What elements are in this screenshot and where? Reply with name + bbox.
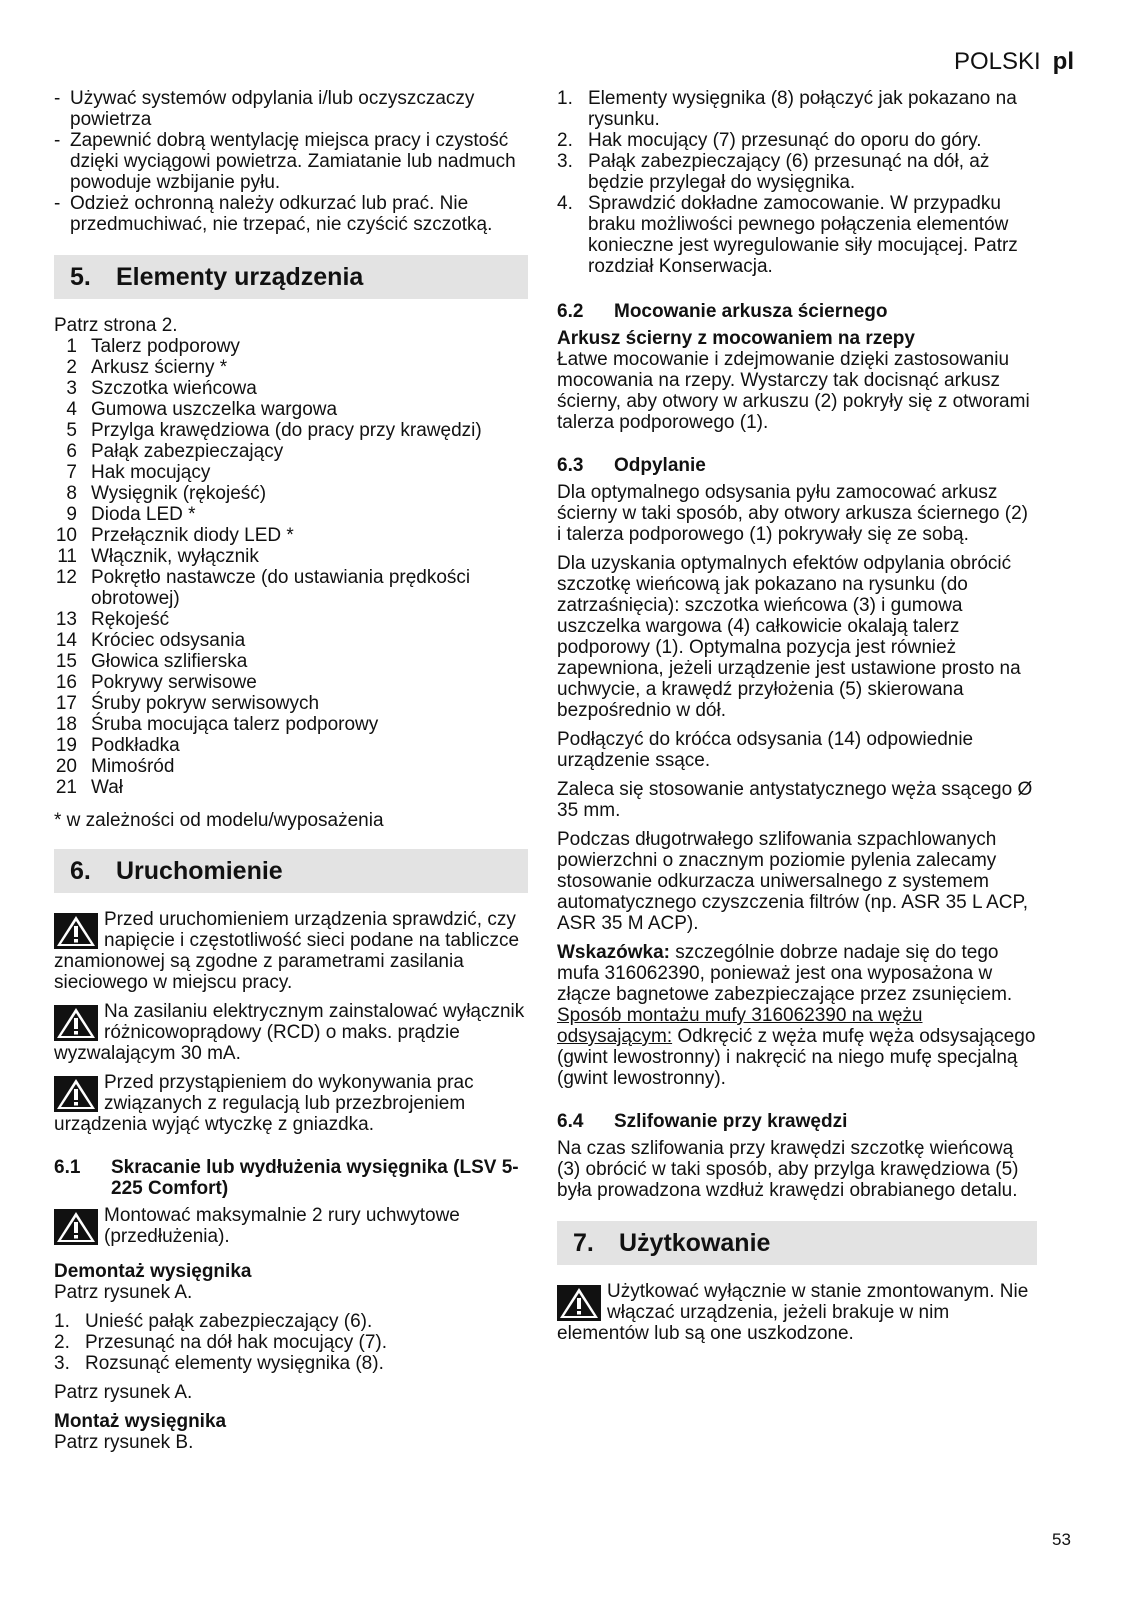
part-number: 21	[55, 777, 77, 798]
part-label: Hak mocujący	[91, 462, 211, 483]
warning-block	[54, 1072, 528, 1135]
paragraph: Podłączyć do króćca odsysania (14) odpowiednie urządzenie ssące.	[557, 729, 974, 771]
step-item	[54, 1332, 528, 1353]
parts-list-item	[54, 441, 528, 462]
warning-text: Na zasilaniu elektrycznym zainstalować wyłącznik różnicowoprądowy (RCD) o maks. prądzie wyzwalającym 30 mA.	[54, 1001, 525, 1064]
warning-block	[557, 1281, 1037, 1344]
part-label: Głowica szlifierska	[91, 651, 248, 672]
section-number: 5.	[70, 262, 91, 291]
parts-list-item	[54, 483, 528, 504]
warning-text: Montować maksymalnie 2 rury uchwytowe (przedłużenia).	[104, 1205, 460, 1247]
warning-block	[54, 1001, 528, 1064]
parts-list-item	[54, 462, 528, 483]
part-label: Pokrywy serwisowe	[91, 672, 257, 693]
parts-list-item	[54, 651, 528, 672]
paragraph: Łatwe mocowanie i zdejmowanie dzięki zastosowaniu mocowania na rzepy. Wystarczy tak docisnąć arkusz ścierny, aby otwory w arkuszu (2) pokryły się z otworami talerza podporowego (1).	[557, 349, 1030, 433]
part-number: 6	[66, 441, 77, 462]
demontaz-steps	[54, 1311, 528, 1374]
part-label: Dioda LED *	[91, 504, 196, 525]
part-number: 20	[55, 756, 77, 777]
part-number: 8	[66, 483, 77, 504]
parts-list-item	[54, 756, 528, 777]
part-number: 16	[55, 672, 77, 693]
part-label: Śruby pokryw serwisowych	[91, 693, 320, 714]
parts-list	[54, 336, 528, 798]
footnote: * w zależności od modelu/wyposażenia	[54, 810, 384, 831]
note-rest: Odkręcić z węża mufę węża odsysającego (gwint lewostronny) i nakręcić na niego mufę specjalną (gwint lewostronny).	[557, 1026, 1036, 1089]
subsection-6-3-heading	[557, 455, 1037, 476]
part-label: Pałąk zabezpieczający	[91, 441, 284, 462]
part-number: 18	[55, 714, 77, 735]
parts-list-item	[54, 735, 528, 756]
part-number: 10	[55, 525, 77, 546]
note-paragraph	[557, 942, 1037, 1089]
step-number: 4.	[557, 193, 573, 214]
parts-list-item	[54, 357, 528, 378]
section-6-heading	[54, 849, 528, 893]
language-code: pl	[1052, 48, 1074, 75]
parts-list-item	[54, 777, 528, 798]
demontaz-ref-2: Patrz rysunek A.	[54, 1382, 193, 1403]
subsection-6-4-heading	[557, 1111, 1037, 1132]
subsection-title: Szlifowanie przy krawędzi	[614, 1111, 848, 1132]
parts-list-item	[54, 399, 528, 420]
warning-text: Przed uruchomieniem urządzenia sprawdzić, czy napięcie i częstotliwość sieci podane na tabliczce znamionowej są zgodne z parametrami zasilania sieciowego w miejscu pracy.	[54, 909, 520, 993]
montaz-steps	[557, 88, 1037, 277]
step-number: 1.	[557, 88, 573, 109]
step-item	[54, 1353, 528, 1374]
montaz-ref: Patrz rysunek B.	[54, 1432, 194, 1453]
part-number: 14	[55, 630, 77, 651]
part-label: Śruba mocująca talerz podporowy	[91, 714, 379, 735]
right-column	[557, 88, 1037, 1352]
step-number: 2.	[557, 130, 573, 151]
parts-list-item	[54, 567, 528, 609]
part-label: Pokrętło nastawcze (do ustawiania prędkości obrotowej)	[91, 567, 471, 609]
step-text: Unieść pałąk zabezpieczający (6).	[85, 1311, 373, 1332]
part-label: Talerz podporowy	[91, 336, 240, 357]
subsection-title: Odpylanie	[614, 455, 706, 476]
page-number: 53	[1052, 1530, 1071, 1549]
subsection-number: 6.3	[557, 455, 584, 476]
part-number: 15	[55, 651, 77, 672]
step-text: Przesunąć na dół hak mocujący (7).	[85, 1332, 388, 1353]
parts-list-item	[54, 693, 528, 714]
step-number: 3.	[54, 1353, 70, 1374]
part-number: 7	[66, 462, 77, 483]
warning-triangle-icon	[54, 1005, 98, 1041]
section-title: Elementy urządzenia	[116, 262, 364, 291]
step-text: Elementy wysięgnika (8) połączyć jak pokazano na rysunku.	[588, 88, 1017, 130]
bullet-item: - Używać systemów odpylania i/lub oczyszczaczy powietrza	[54, 88, 528, 130]
part-label: Włącznik, wyłącznik	[91, 546, 259, 567]
section-number: 7.	[573, 1228, 594, 1257]
step-text: Hak mocujący (7) przesunąć do oporu do góry.	[588, 130, 982, 151]
parts-list-item	[54, 504, 528, 525]
step-number: 2.	[54, 1332, 70, 1353]
warning-triangle-icon	[54, 1209, 98, 1245]
section-5-intro: Patrz strona 2.	[54, 315, 178, 336]
part-label: Arkusz ścierny *	[91, 357, 228, 378]
parts-list-item	[54, 336, 528, 357]
language-label: POLSKI	[953, 48, 1041, 75]
left-column	[54, 88, 528, 1453]
montaz-title: Montaż wysięgnika	[54, 1411, 227, 1432]
part-number: 19	[55, 735, 77, 756]
section-5-heading	[54, 255, 528, 299]
note-text: szczególnie dobrze nadaje się do tego mufa 316062390, ponieważ jest ona wyposażona w złącze bagnetowe zabezpieczające przez zsunięciem.	[557, 942, 1013, 1005]
part-label: Wał	[91, 777, 124, 798]
part-label: Szczotka wieńcowa	[91, 378, 257, 399]
warning-block	[54, 909, 528, 993]
part-label: Gumowa uszczelka wargowa	[91, 399, 338, 420]
parts-list-item	[54, 630, 528, 651]
velcro-title: Arkusz ścierny z mocowaniem na rzepy	[557, 328, 915, 349]
step-item	[557, 151, 1037, 193]
part-number: 13	[55, 609, 77, 630]
section-7-heading	[557, 1221, 1037, 1265]
part-label: Króciec odsysania	[91, 630, 246, 651]
part-label: Rękojeść	[91, 609, 170, 630]
paragraph: Dla optymalnego odsysania pyłu zamocować arkusz ścierny w taki sposób, aby otwory arkusza ściernego (2) i talerza podporowego (1) pokrywały się ze sobą.	[557, 482, 1028, 545]
demontaz-title: Demontaż wysięgnika	[54, 1261, 252, 1282]
warning-text: Użytkować wyłącznie w stanie zmontowanym. Nie włączać urządzenia, jeżeli brakuje w nim elementów lub są one uszkodzone.	[557, 1281, 1029, 1344]
parts-list-item	[54, 609, 528, 630]
parts-list-item	[54, 525, 528, 546]
warning-text: Przed przystąpieniem do wykonywania prac związanych z regulacją lub przezbrojeniem urządzenia wyjąć wtyczkę z gniazdka.	[54, 1072, 474, 1135]
dust-bullets	[54, 88, 528, 235]
part-label: Podkładka	[91, 735, 180, 756]
part-label: Mimośród	[91, 756, 175, 777]
step-item	[557, 130, 1037, 151]
page-header	[954, 48, 1074, 76]
paragraph: Podczas długotrwałego szlifowania szpachlowanych powierzchni o znacznym poziomie pylenia zalecamy stosowanie odkurzacza uniwersalnego z systemem automatycznego czyszczenia filtrów (np. ASR 35 L ACP, ASR 35 M ACP).	[557, 829, 1029, 934]
note-label: Wskazówka:	[557, 942, 670, 963]
subsection-6-1-heading	[54, 1157, 528, 1199]
part-number: 4	[66, 399, 77, 420]
step-item	[54, 1311, 528, 1332]
subsection-title: Mocowanie arkusza ściernego	[614, 301, 888, 322]
section-number: 6.	[70, 856, 91, 885]
warning-block	[54, 1205, 528, 1247]
subsection-number: 6.1	[54, 1157, 81, 1178]
step-number: 3.	[557, 151, 573, 172]
subsection-number: 6.2	[557, 301, 584, 322]
bullet-item: - Odzież ochronną należy odkurzać lub prać. Nie przedmuchiwać, nie trzepać, nie czyścić szczotką.	[54, 193, 528, 235]
warning-triangle-icon	[54, 1076, 98, 1112]
step-text: Sprawdzić dokładne zamocowanie. W przypadku braku możliwości pewnego połączenia elementów konieczne jest wyregulowanie siły mocującej. Patrz rozdział Konserwacja.	[588, 193, 1018, 277]
warning-triangle-icon	[557, 1285, 601, 1321]
part-label: Przełącznik diody LED *	[91, 525, 294, 546]
part-number: 3	[66, 378, 77, 399]
subsection-6-2-heading	[557, 301, 1037, 322]
paragraph: Na czas szlifowania przy krawędzi szczotkę wieńcową (3) obrócić w taki sposób, aby przylga krawędziowa (5) była prowadzona wzdłuż krawędzi obrabianego detalu.	[557, 1138, 1019, 1201]
step-text: Rozsunąć elementy wysięgnika (8).	[85, 1353, 384, 1374]
part-number: 5	[66, 420, 77, 441]
demontaz-ref: Patrz rysunek A.	[54, 1282, 193, 1303]
bullet-item: - Zapewnić dobrą wentylację miejsca pracy i czystość dzięki wyciągowi powietrza. Zamiatanie lub nadmuch powoduje wzbijanie pyłu.	[54, 130, 528, 193]
subsection-title: Skracanie lub wydłużenia wysięgnika (LSV 5-225 Comfort)	[111, 1157, 519, 1199]
section-title: Uruchomienie	[116, 856, 283, 885]
part-number: 11	[57, 546, 77, 567]
parts-list-item	[54, 420, 528, 441]
part-number: 2	[66, 357, 77, 378]
part-number: 1	[66, 336, 77, 357]
parts-list-item	[54, 546, 528, 567]
parts-list-item	[54, 378, 528, 399]
paragraph: Dla uzyskania optymalnych efektów odpylania obrócić szczotkę wieńcową jak pokazano na rysunku (do zatrzaśnięcia): szczotka wieńcowa (3) i gumowa uszczelka wargowa (4) całkowicie okalają talerz podporowy (1). Optymalna pozycja jest również zapewniona, jeżeli urządzenie jest ustawione prosto na uchwycie, a krawędź przyłożenia (5) skierowana bezpośrednio w dół.	[557, 553, 1021, 721]
warning-triangle-icon	[54, 913, 98, 949]
part-label: Przylga krawędziowa (do pracy przy krawędzi)	[91, 420, 482, 441]
step-item	[557, 193, 1037, 277]
step-number: 1.	[54, 1311, 70, 1332]
subsection-number: 6.4	[557, 1111, 584, 1132]
step-text: Pałąk zabezpieczający (6) przesunąć na dół, aż będzie przylegał do wysięgnika.	[588, 151, 990, 193]
note-underlined-text: Sposób montażu mufy 316062390 na wężu odsysającym:	[557, 1005, 923, 1047]
part-number: 12	[55, 567, 77, 588]
part-label: Wysięgnik (rękojeść)	[91, 483, 267, 504]
parts-list-item	[54, 672, 528, 693]
section-title: Użytkowanie	[619, 1228, 771, 1257]
parts-list-item	[54, 714, 528, 735]
step-item	[557, 88, 1037, 130]
paragraph: Zaleca się stosowanie antystatycznego węża ssącego Ø 35 mm.	[557, 779, 1033, 821]
part-number: 9	[66, 504, 77, 525]
part-number: 17	[55, 693, 77, 714]
